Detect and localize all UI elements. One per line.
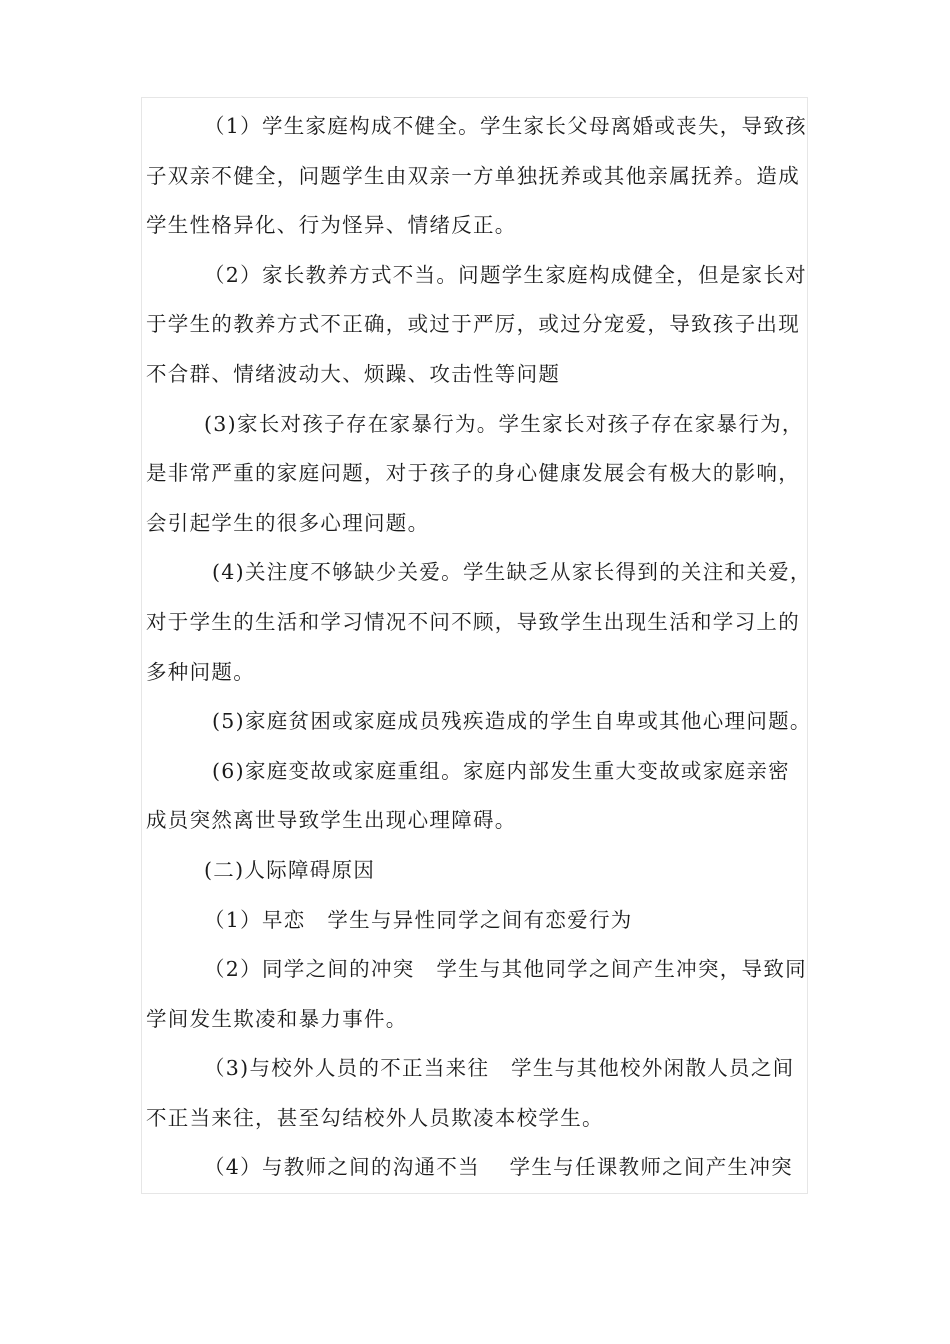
- paragraph-line: 会引起学生的很多心理问题。: [146, 510, 430, 535]
- document-body: [146, 102, 826, 1193]
- paragraph-line: （2）同学之间的冲突 学生与其他同学之间产生冲突，导致同: [204, 957, 807, 982]
- paragraph-line: （3)与校外人员的不正当来往 学生与其他校外闲散人员之间: [204, 1056, 795, 1081]
- paragraph-line: 多种问题。: [146, 659, 255, 684]
- paragraph-line: 成员突然离世导致学生出现心理障碍。: [146, 808, 517, 833]
- section-heading: (二)人际障碍原因: [204, 857, 376, 882]
- paragraph-line: 不正当来往，甚至勾结校外人员欺凌本校学生。: [146, 1105, 604, 1130]
- paragraph-line: 不合群、情绪波动大、烦躁、攻击性等问题: [146, 361, 561, 386]
- paragraph-line: 学生性格异化、行为怪异、情绪反正。: [146, 213, 517, 238]
- paragraph-line: (3)家长对孩子存在家暴行为。学生家长对孩子存在家暴行为，: [204, 411, 804, 436]
- paragraph-line: 于学生的教养方式不正确，或过于严厉，或过分宠爱，导致孩子出现: [146, 312, 800, 337]
- paragraph-line: (6)家庭变故或家庭重组。家庭内部发生重大变故或家庭亲密: [212, 758, 790, 783]
- paragraph-line: 学间发生欺凌和暴力事件。: [146, 1006, 408, 1031]
- paragraph-line: （1）早恋 学生与异性同学之间有恋爱行为: [204, 907, 633, 932]
- paragraph-line: 子双亲不健全，问题学生由双亲一方单独抚养或其他亲属抚养。造成: [146, 163, 800, 188]
- paragraph-line: （4）与教师之间的沟通不当 学生与任课教师之间产生冲突: [204, 1155, 793, 1180]
- paragraph-line: (4)关注度不够缺少关爱。学生缺乏从家长得到的关注和关爱，: [212, 560, 812, 585]
- paragraph-line: 是非常严重的家庭问题，对于孩子的身心健康发展会有极大的影响，: [146, 461, 800, 486]
- paragraph-line: (5)家庭贫困或家庭成员残疾造成的学生自卑或其他心理问题。: [212, 709, 812, 734]
- paragraph-line: （2）家长教养方式不当。问题学生家庭构成健全，但是家长对: [204, 262, 807, 287]
- paragraph-line: （1）学生家庭构成不健全。学生家长父母离婚或丧失，导致孩: [204, 114, 807, 138]
- paragraph-line: 对于学生的生活和学习情况不问不顾，导致学生出现生活和学习上的: [146, 609, 800, 634]
